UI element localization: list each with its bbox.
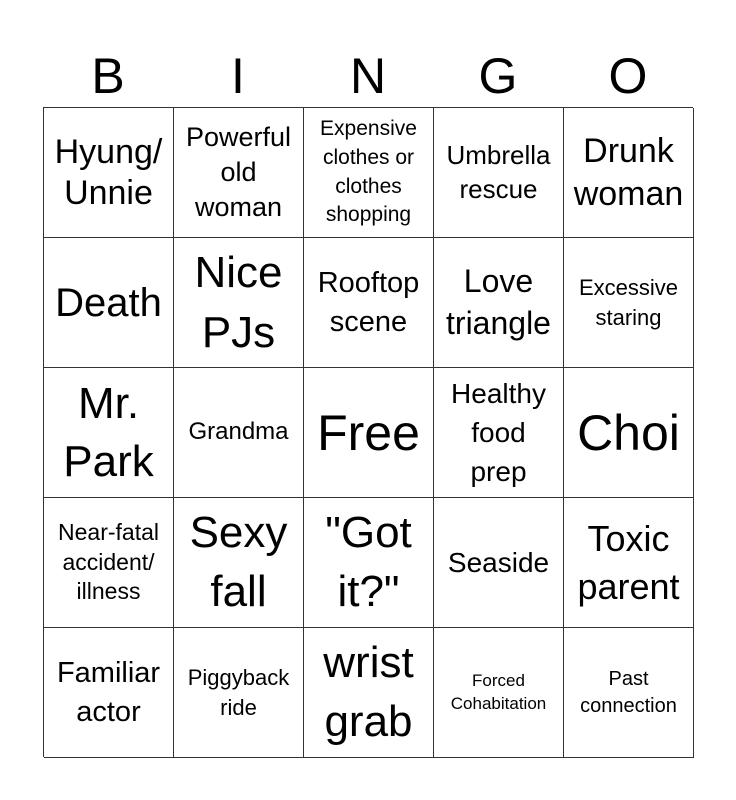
bingo-cell-label: Healthy food prep [451,377,546,488]
bingo-cell-label: Seaside [447,546,550,578]
bingo-cell-label: wrist grab [323,638,414,746]
bingo-cell[interactable] [44,498,174,628]
bingo-cell-label: Free [317,404,420,461]
bingo-cell-label: Choi [577,404,680,461]
bingo-cell-label: Excessive staring [578,274,679,330]
bingo-cell[interactable] [304,368,434,498]
bingo-cell[interactable] [564,628,694,758]
bingo-cell-label: Mr. Park [63,379,154,486]
bingo-cell-label: Love triangle [446,262,551,341]
bingo-cell-label: Familiar actor [56,656,161,728]
header-letter-g: G [478,48,518,104]
header-letter-i: I [231,48,245,104]
bingo-cell[interactable] [564,238,694,368]
bingo-cell[interactable] [44,368,174,498]
bingo-cell[interactable] [434,238,564,368]
bingo-cell-label: Powerful old woman [185,121,292,223]
bingo-cell[interactable] [44,628,174,758]
bingo-cell[interactable] [434,108,564,238]
bingo-cell[interactable] [304,108,434,238]
bingo-cell-label: Forced Cohabitation [450,670,547,713]
bingo-cell-label: Nice PJs [194,248,283,357]
bingo-cell[interactable] [44,108,174,238]
bingo-cell[interactable] [564,108,694,238]
bingo-cell-label: Hyung/ Unnie [54,132,163,212]
bingo-cell[interactable] [174,628,304,758]
bingo-cell[interactable] [174,368,304,498]
header-letter-o: O [608,48,648,104]
header-letter-n: N [349,48,387,104]
bingo-cell-label: "Got it?" [325,508,412,616]
bingo-cell-label: Sexy fall [189,508,288,616]
bingo-cell[interactable] [564,498,694,628]
bingo-cell-label: Death [55,280,162,325]
bingo-cell[interactable] [564,368,694,498]
bingo-cell-label: Rooftop scene [317,266,420,338]
bingo-cell-label: Expensive clothes or clothes shopping [320,116,417,227]
bingo-cell-label: Piggyback ride [187,665,290,720]
bingo-cell[interactable] [304,498,434,628]
bingo-cell-label: Near-fatal accident/ illness [58,518,159,605]
bingo-cell[interactable] [434,628,564,758]
bingo-cell-label: Grandma [188,418,289,446]
bingo-cell[interactable] [174,498,304,628]
bingo-board [43,107,693,757]
bingo-header [43,44,693,108]
bingo-cell[interactable] [174,108,304,238]
bingo-cell-label: Toxic parent [577,517,680,607]
bingo-cell[interactable] [174,238,304,368]
bingo-cell-label: Past connection [580,667,677,717]
bingo-cell[interactable] [434,368,564,498]
bingo-cell[interactable] [434,498,564,628]
bingo-cell-label: Drunk woman [573,132,684,213]
bingo-cell[interactable] [44,238,174,368]
header-letter-b: B [91,48,125,104]
bingo-cell-label: Umbrella rescue [446,139,551,204]
bingo-cell[interactable] [304,628,434,758]
bingo-cell[interactable] [304,238,434,368]
